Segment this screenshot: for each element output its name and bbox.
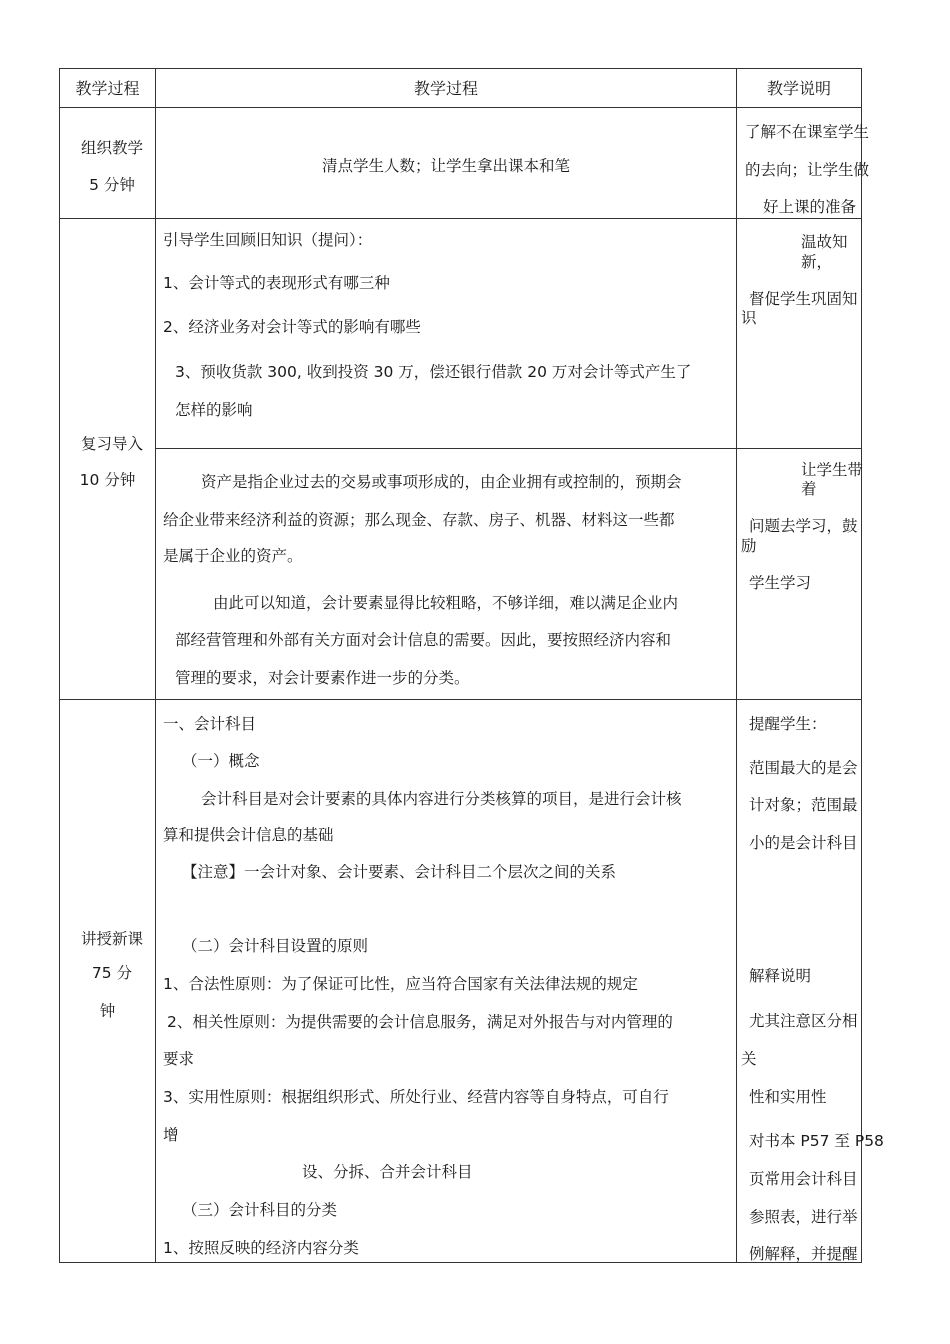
intro-note-line: 励 (741, 537, 757, 555)
review-note-line: 温故知 (801, 233, 848, 251)
row-divider-2-inner (155, 448, 862, 449)
lesson-note-line: 尤其注意区分相 (749, 1012, 858, 1030)
lesson-note-line: 计对象；范围最 (749, 796, 858, 814)
intro-paragraph-line: 管理的要求，对会计要素作进一步的分类。 (175, 669, 470, 687)
review-question-line: 怎样的影响 (175, 401, 253, 419)
lesson-note-line: 关 (741, 1050, 757, 1068)
lesson-note-line: 提醒学生： (749, 715, 827, 733)
stage-review-title: 复习导入 (80, 435, 143, 453)
lesson-note-line: 小的是会计科目 (749, 834, 858, 852)
intro-note-line: 着 (801, 480, 817, 498)
lesson-line: （二）会计科目设置的原则 (182, 937, 369, 955)
lesson-line: 会计科目是对会计要素的具体内容进行分类核算的项目，是进行会计核 (201, 790, 682, 808)
lesson-note-line: 参照表，进行举 (749, 1208, 858, 1226)
lesson-line: 算和提供会计信息的基础 (163, 826, 334, 844)
lesson-note-line: 性和实用性 (749, 1088, 827, 1106)
column-divider-1 (155, 68, 156, 1263)
stage-review-time: 10 分钟 (79, 471, 136, 489)
lesson-note-line: 页常用会计科目 (749, 1170, 858, 1188)
header-col1: 教学过程 (75, 79, 140, 98)
organize-note-line: 的去向；让学生做 (745, 161, 870, 179)
stage-teach-title: 讲授新课 (80, 930, 143, 948)
table-border-right (861, 68, 862, 1263)
lesson-line: 一、会计科目 (163, 715, 257, 733)
column-divider-2 (736, 68, 737, 1263)
review-question-line: 引导学生回顾旧知识（提问）： (163, 231, 373, 249)
lesson-line: （三）会计科目的分类 (182, 1201, 338, 1219)
lesson-note-line: 解释说明 (749, 967, 812, 985)
lesson-note-line: 对书本 P57 至 P58 (749, 1132, 884, 1150)
header-col2: 教学过程 (413, 79, 478, 98)
intro-paragraph-line: 资产是指企业过去的交易或事项形成的，由企业拥有或控制的，预期会 (201, 473, 682, 491)
intro-note-line: 学生学习 (749, 574, 812, 592)
intro-note-line: 让学生带 (801, 461, 864, 479)
intro-paragraph-line: 是属于企业的资产。 (163, 547, 303, 565)
row-divider-header (59, 107, 862, 108)
lesson-line: 1、按照反映的经济内容分类 (163, 1239, 359, 1257)
lesson-note-line: 例解释，并提醒 (749, 1245, 858, 1263)
stage-organize-time: 5 分钟 (89, 176, 135, 194)
header-col3: 教学说明 (766, 79, 831, 98)
review-note-line: 督促学生巩固知 (749, 290, 858, 308)
row-divider-2 (59, 699, 862, 700)
lesson-line: 设、分拆、合并会计科目 (302, 1163, 473, 1181)
table-border-left (59, 68, 60, 1263)
lesson-line: 3、实用性原则：根据组织形式、所处行业、经营内容等自身特点，可自行 (163, 1088, 669, 1106)
stage-teach-time-unit: 钟 (99, 1002, 116, 1020)
lesson-line: 2、相关性原则：为提供需要的会计信息服务，满足对外报告与对内管理的 (167, 1013, 673, 1031)
lesson-line: 增 (163, 1126, 179, 1144)
organize-content: 清点学生人数；让学生拿出课本和笔 (321, 157, 570, 175)
lesson-line: 【注意】一会计对象、会计要素、会计科目二个层次之间的关系 (182, 863, 617, 881)
table-border-top (59, 68, 862, 69)
intro-paragraph-line: 部经营管理和外部有关方面对会计信息的需要。因此，要按照经济内容和 (175, 631, 672, 649)
row-divider-1 (59, 218, 862, 219)
table-border-bottom (59, 1262, 862, 1263)
organize-note-line: 了解不在课室学生 (745, 123, 870, 141)
review-question-line: 3、预收货款 300, 收到投资 30 万，偿还银行借款 20 万对会计等式产生了 (175, 363, 692, 381)
intro-paragraph-line: 由此可以知道，会计要素显得比较粗略，不够详细，难以满足企业内 (213, 594, 679, 612)
lesson-line: 要求 (163, 1050, 195, 1068)
review-question-line: 2、经济业务对会计等式的影响有哪些 (163, 318, 421, 336)
review-note-line: 识 (741, 309, 757, 327)
stage-organize-title: 组织教学 (80, 139, 143, 157)
lesson-line: （一）概念 (182, 752, 260, 770)
intro-paragraph-line: 给企业带来经济利益的资源；那么现金、存款、房子、机器、材料这一些都 (163, 511, 675, 529)
lesson-line: 1、合法性原则：为了保证可比性，应当符合国家有关法律法规的规定 (163, 975, 638, 993)
stage-teach-time: 75 分 (91, 964, 133, 982)
review-question-line: 1、会计等式的表现形式有哪三种 (163, 274, 390, 292)
organize-note-line: 好上课的准备 (763, 198, 857, 216)
intro-note-line: 问题去学习，鼓 (749, 517, 858, 535)
lesson-note-line: 范围最大的是会 (749, 759, 858, 777)
review-note-line: 新， (801, 253, 833, 271)
